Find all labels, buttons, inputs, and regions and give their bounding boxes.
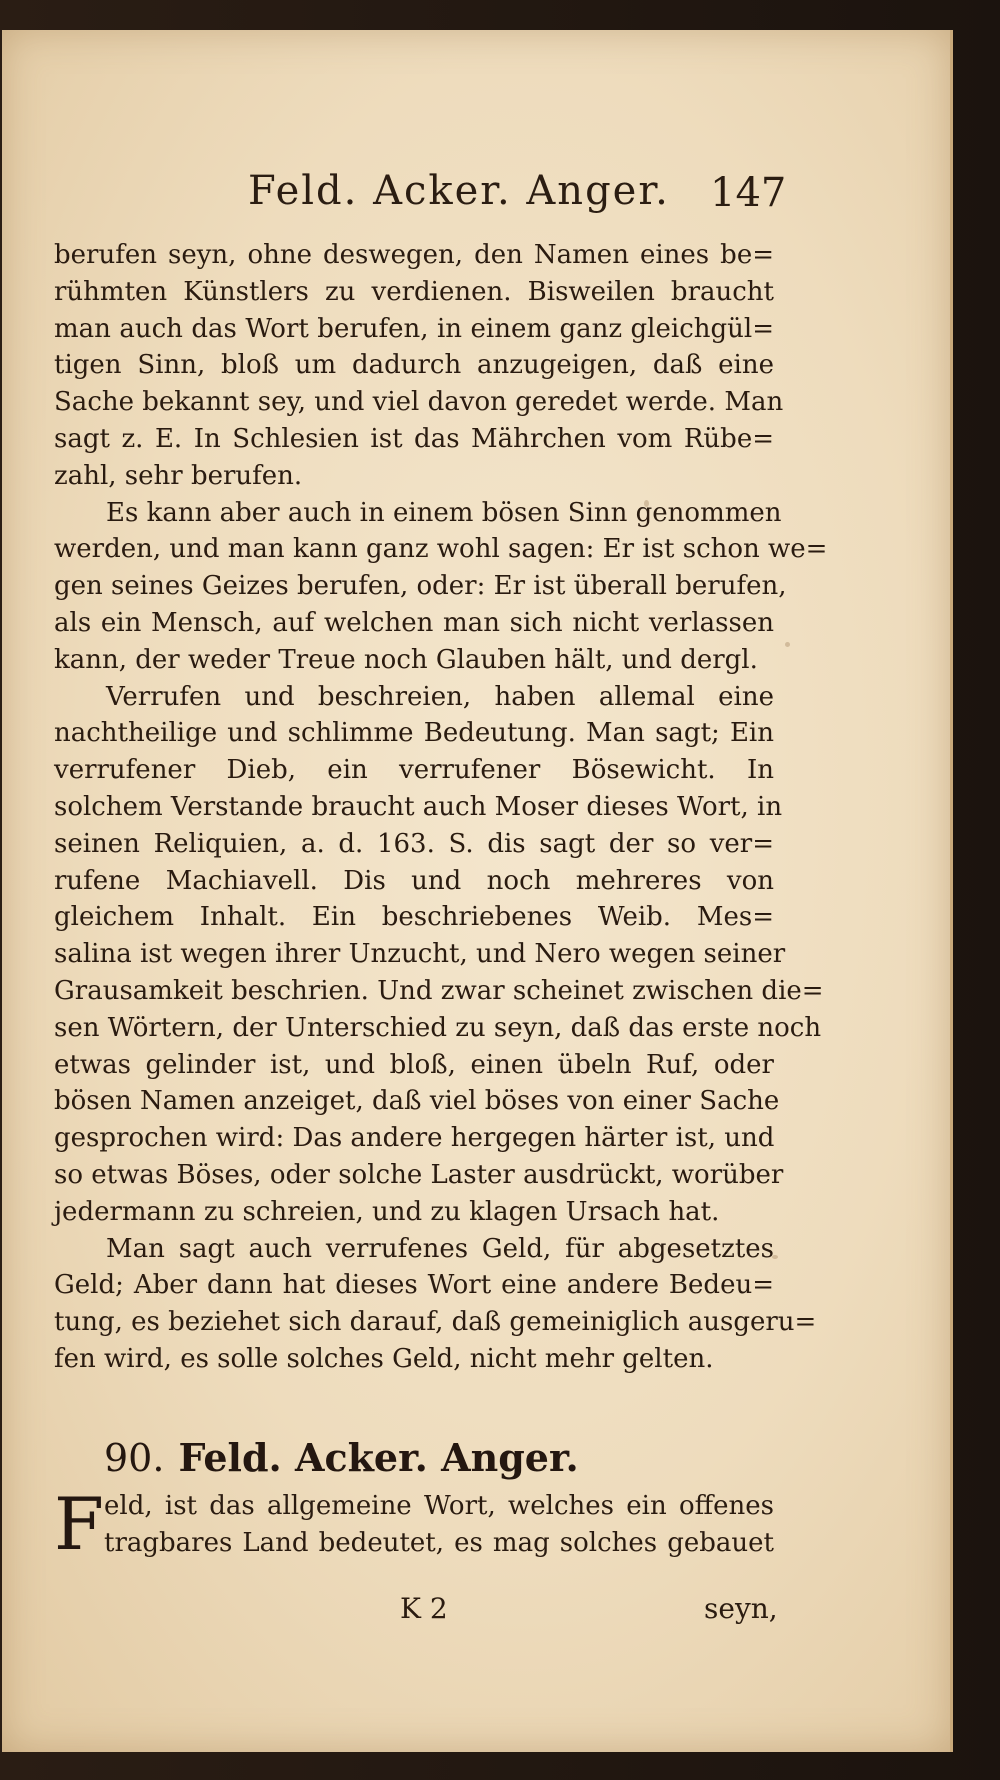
paragraph-2 xyxy=(54,495,828,679)
text-line: kann, der weder Treue noch Glauben hält, und dergl. xyxy=(54,644,758,675)
book-page xyxy=(2,30,953,1752)
text-line: zahl, sehr berufen. xyxy=(54,460,303,491)
text-line: berufen seyn, ohne deswegen, den Namen eines be= xyxy=(54,240,774,270)
paper-stain xyxy=(785,642,790,647)
text-line: werden, und man kann ganz wohl sagen: Er ist schon we= xyxy=(54,534,828,565)
drop-cap: F xyxy=(54,1482,104,1566)
text-line: Sache bekannt sey, und viel davon geredet werde. Man xyxy=(54,387,784,418)
text-line: eld, ist das allgemeine Wort, welches ein offenes xyxy=(104,1491,774,1521)
page-number: 147 xyxy=(710,170,787,216)
text-line: tragbares Land bedeutet, es mag solches gebauet xyxy=(104,1527,774,1558)
text-line: gleichem Inhalt. Ein beschriebenes Weib. Mes= xyxy=(54,902,774,933)
paragraph-4 xyxy=(54,1231,817,1378)
text-line: seinen Reliquien, a. d. 163. S. dis sagt der so ver= xyxy=(54,828,774,859)
paper-stain xyxy=(644,500,649,507)
text-line: verrufener Dieb, ein verrufener Bösewicht. In xyxy=(54,755,774,786)
text-line: gesprochen wird: Das andere hergegen härter ist, und xyxy=(54,1123,775,1154)
text-line: jedermann zu schreien, und zu klagen Ursach hat. xyxy=(54,1196,720,1227)
text-line: Es kann aber auch in einem bösen Sinn genommen xyxy=(106,497,782,528)
paragraph-3 xyxy=(54,679,824,1231)
page-footer xyxy=(2,1592,950,1632)
text-line: Verrufen und beschreien, haben allemal eine xyxy=(106,681,774,712)
text-line: rufene Machiavell. Dis und noch mehreres von xyxy=(54,865,774,896)
running-head: Feld. Acker. Anger. xyxy=(248,168,670,214)
section-text xyxy=(54,1482,774,1566)
text-line: so etwas Böses, oder solche Laster ausdrückt, worüber xyxy=(54,1159,784,1190)
text-line: salina ist wegen ihrer Unzucht, und Nero wegen seiner xyxy=(54,939,786,970)
catchword: seyn, xyxy=(704,1592,778,1625)
text-line: Geld; Aber dann hat dieses Wort eine andere Bedeu= xyxy=(54,1270,774,1301)
section-number: 90. xyxy=(104,1436,165,1480)
text-line: sagt z. E. In Schlesien ist das Mährchen vom Rübe= xyxy=(54,423,774,454)
signature-mark: K 2 xyxy=(400,1592,448,1625)
page-header xyxy=(2,162,950,222)
text-line: bösen Namen anzeiget, daß viel böses von einer Sache xyxy=(54,1086,780,1117)
paragraph-1 xyxy=(54,237,784,495)
text-line: nachtheilige und schlimme Bedeutung. Man sagt; Ein xyxy=(54,718,774,749)
text-line: tung, es beziehet sich darauf, daß gemeiniglich ausgeru= xyxy=(54,1307,817,1338)
text-line: tigen Sinn, bloß um dadurch anzugeigen, daß eine xyxy=(54,350,774,381)
body-text xyxy=(54,237,828,1378)
paper-stain xyxy=(772,1255,778,1259)
text-line: solchem Verstande braucht auch Moser dieses Wort, in xyxy=(54,791,783,822)
text-line: etwas gelinder ist, und bloß, einen übeln Ruf, oder xyxy=(54,1049,774,1080)
text-line: gen seines Geizes berufen, oder: Er ist überall berufen, xyxy=(54,571,787,602)
section-heading xyxy=(104,1435,579,1480)
text-line: sen Wörtern, der Unterschied zu seyn, daß das erste noch xyxy=(54,1012,822,1043)
text-line: fen wird, es solle solches Geld, nicht mehr gelten. xyxy=(54,1343,714,1374)
text-line: als ein Mensch, auf welchen man sich nicht verlassen xyxy=(54,607,774,638)
text-line: Grausamkeit beschrien. Und zwar scheinet zwischen die= xyxy=(54,975,824,1006)
text-line: rühmten Künstlers zu verdienen. Bisweilen braucht xyxy=(54,276,774,307)
section-title: Feld. Acker. Anger. xyxy=(178,1435,579,1480)
text-line: man auch das Wort berufen, in einem ganz gleichgül= xyxy=(54,313,774,344)
text-line: Man sagt auch verrufenes Geld, für abgesetztes xyxy=(106,1233,774,1264)
